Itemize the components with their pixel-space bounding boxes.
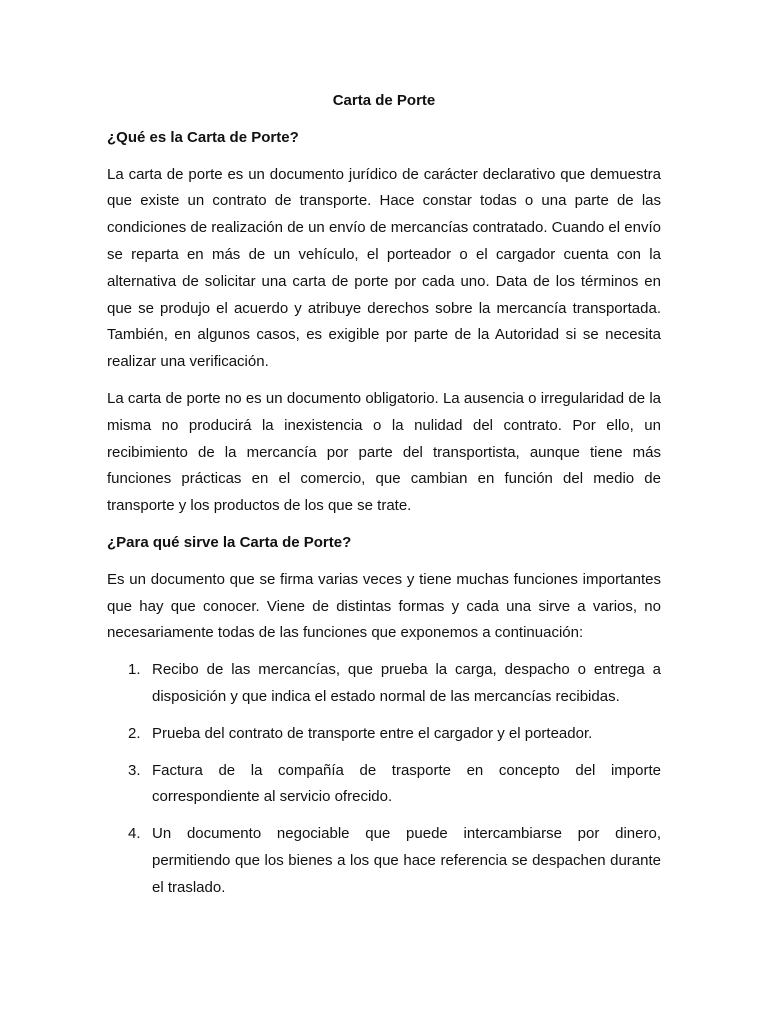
list-item-text: Un documento negociable que puede intercambiarse por dinero, permitiendo que los bienes a los que hace referencia se despachen durante el traslado. bbox=[152, 825, 661, 896]
list-item bbox=[107, 657, 661, 711]
list-item-text: Factura de la compañía de trasporte en concepto del importe correspondiente al servicio ofrecido. bbox=[152, 761, 661, 806]
document-page bbox=[107, 88, 661, 912]
paragraph-definition: La carta de porte es un documento jurídico de carácter declarativo que demuestra que existe un contrato de transporte. Hace constar todas o una parte de las condiciones de realización de un envío de mercancías contratado. Cuando el envío se reparta en más de un vehículo, el porteador o el cargador cuenta con la alternativa de solicitar una carta de porte por cada uno. Data de los términos en que se produjo el acuerdo y atribuye derechos sobre la mercancía transportada. También, en algunos casos, es exigible por parte de la Autoridad si se necesita realizar una verificación. bbox=[107, 165, 661, 371]
list-item-text: Prueba del contrato de transporte entre el cargador y el porteador. bbox=[152, 724, 593, 742]
list-item-number: 3. bbox=[128, 761, 141, 779]
list-item bbox=[107, 721, 661, 748]
list-item-number: 4. bbox=[128, 825, 141, 843]
list-item-text: Recibo de las mercancías, que prueba la carga, despacho o entrega a disposición y que indica el estado normal de las mercancías recibidas. bbox=[152, 661, 661, 705]
list-item-number: 2. bbox=[128, 724, 141, 742]
functions-list bbox=[107, 657, 661, 901]
paragraph-functions-intro: Es un documento que se firma varias veces y tiene muchas funciones importantes que hay que conocer. Viene de distintas formas y cada una sirve a varios, no necesariamente todas de las funciones que exponemos a continuación: bbox=[107, 570, 661, 642]
document-title: Carta de Porte bbox=[332, 92, 436, 109]
section-heading-para-que-sirve: ¿Para qué sirve la Carta de Porte? bbox=[107, 533, 352, 551]
list-item bbox=[107, 758, 661, 812]
list-item-number: 1. bbox=[128, 661, 141, 679]
section-heading-que-es: ¿Qué es la Carta de Porte? bbox=[107, 128, 299, 146]
list-item bbox=[107, 821, 661, 901]
paragraph-not-mandatory: La carta de porte no es un documento obligatorio. La ausencia o irregularidad de la misma no producirá la inexistencia o la nulidad del contrato. Por ello, un recibimiento de la mercancía por parte del transportista, aunque tiene más funciones prácticas en el comercio, que cambian en función del medio de transporte y los productos de los que se trate. bbox=[107, 389, 661, 515]
